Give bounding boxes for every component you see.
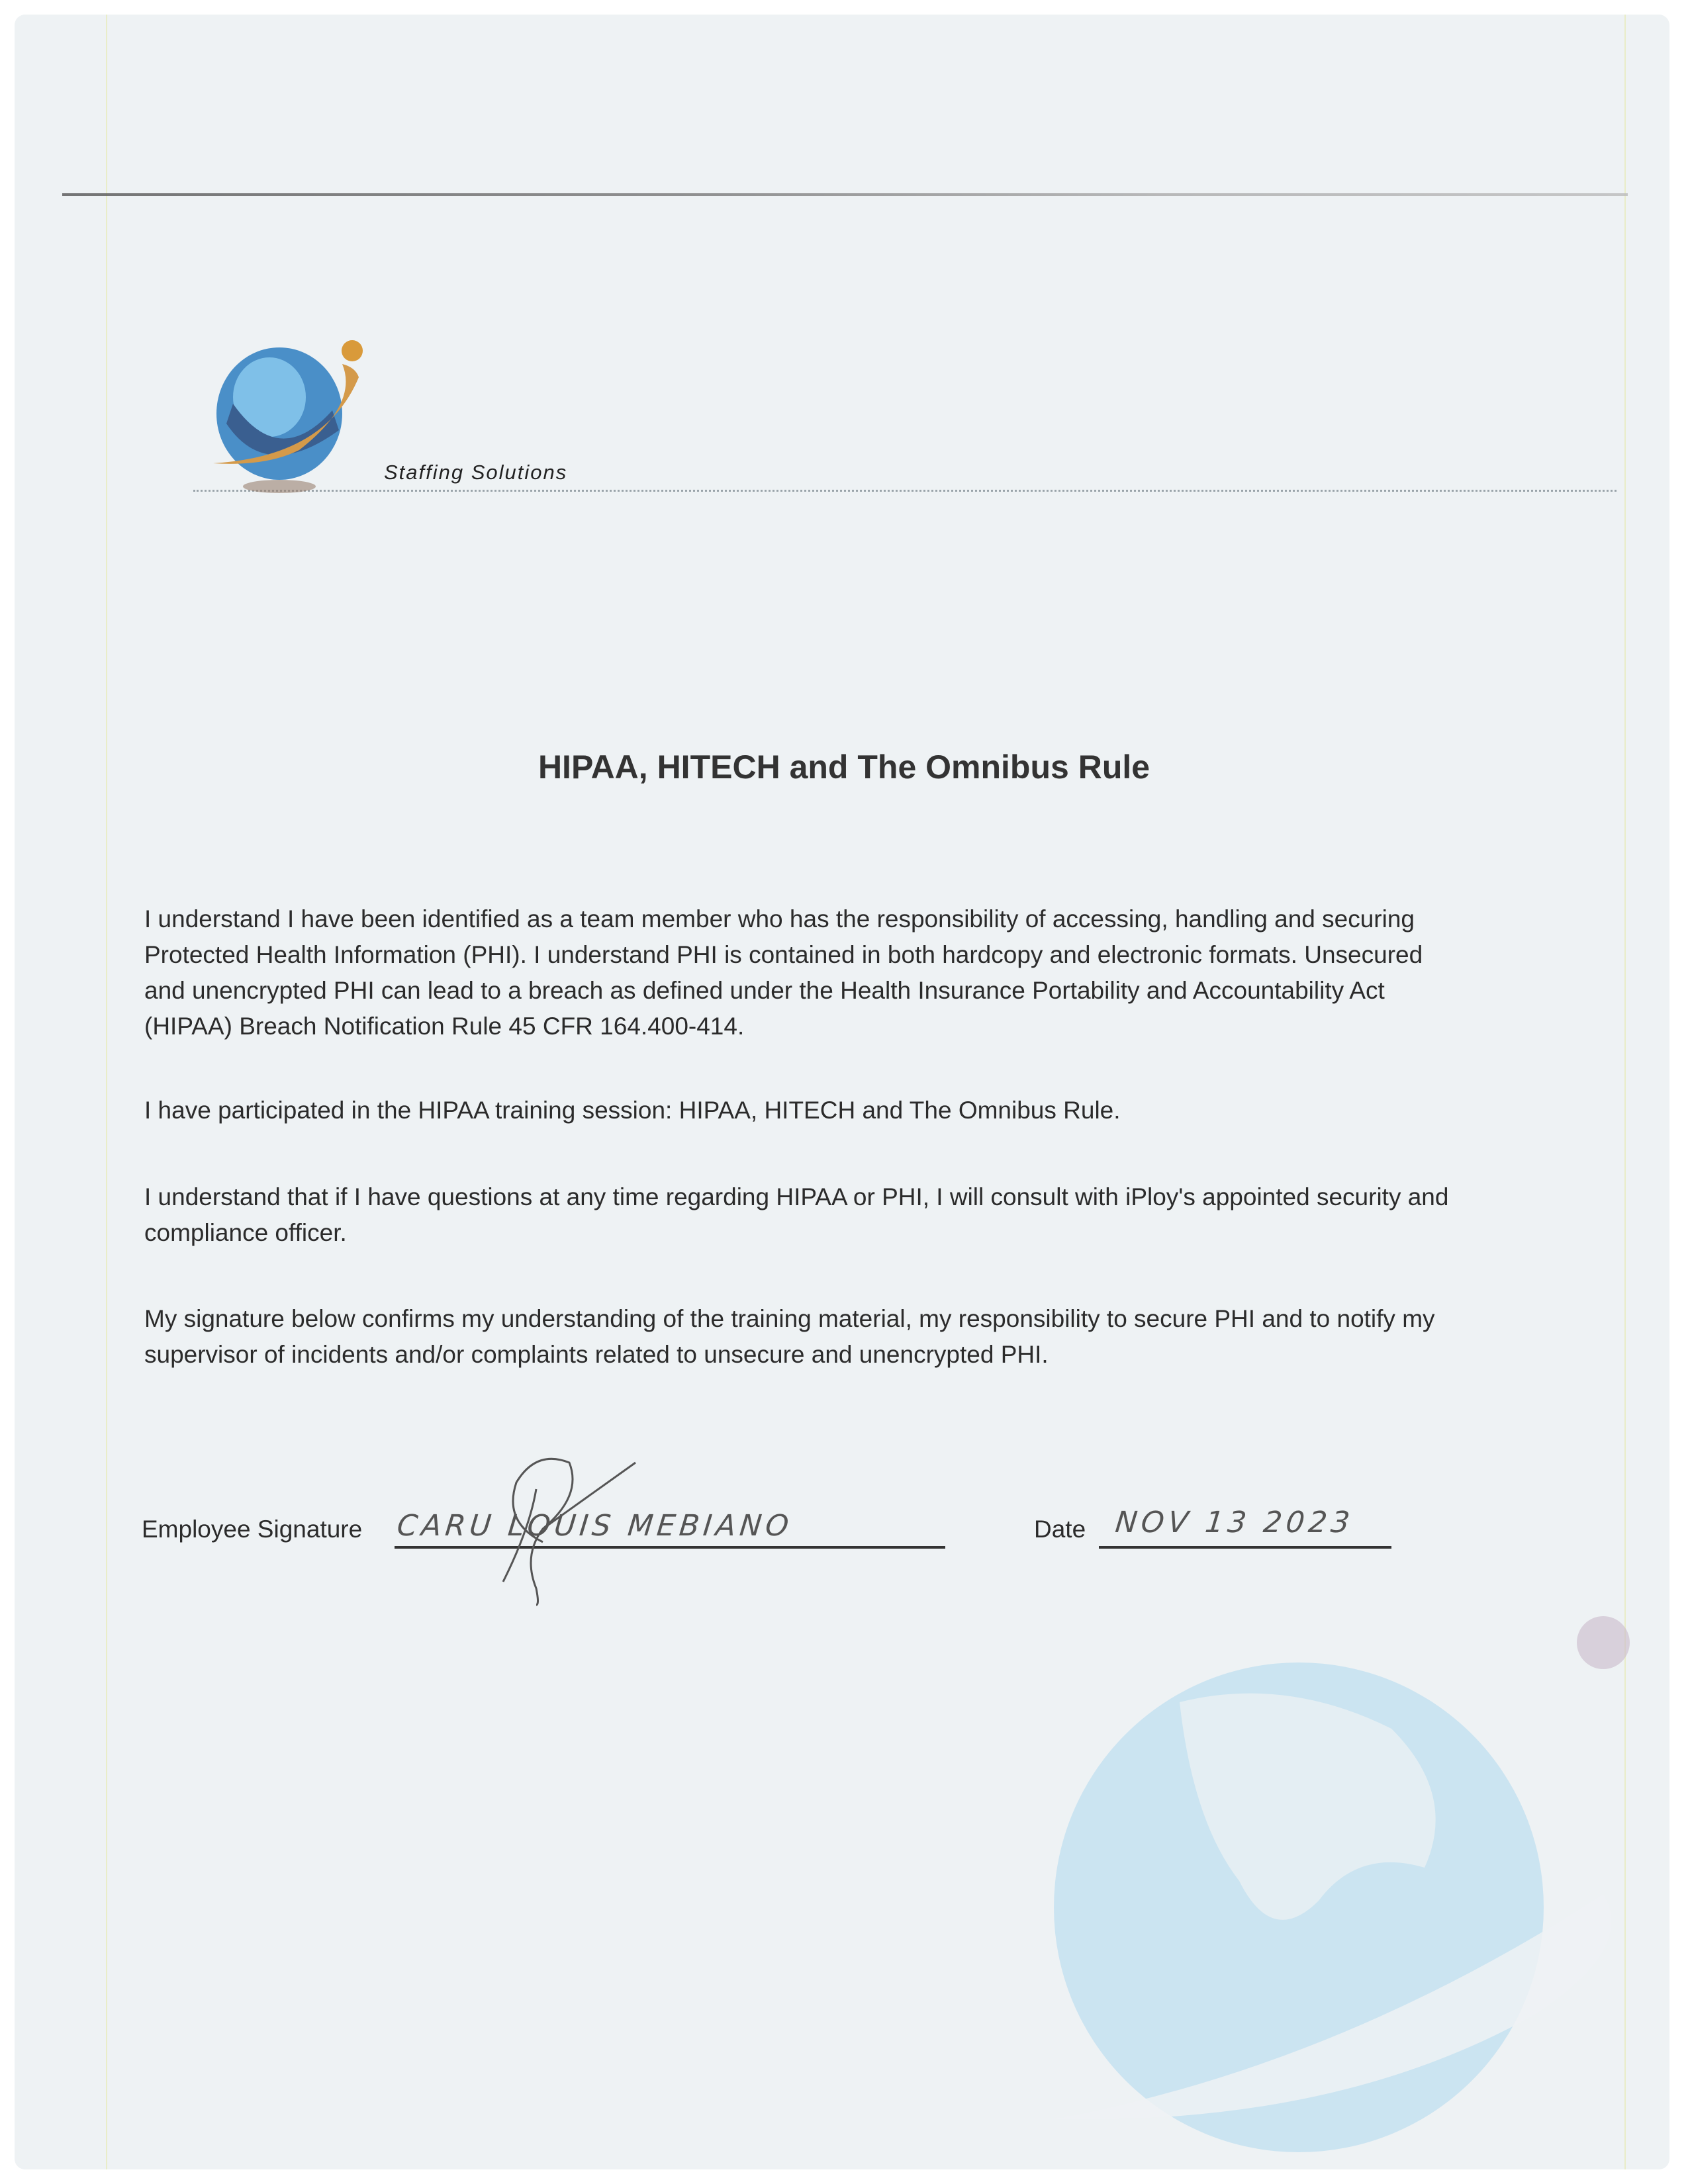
text-line: I understand that if I have questions at any time regarding HIPAA or PHI, I will consult with iPloy's appointed security and [144, 1183, 1449, 1210]
text-line: supervisor of incidents and/or complaints related to unsecure and unencrypted PHI. [144, 1341, 1049, 1368]
text-line: I have participated in the HIPAA training session: HIPAA, HITECH and The Omnibus Rule. [144, 1097, 1121, 1124]
scan-line-top [62, 193, 1628, 196]
signature-label: Employee Signature [142, 1516, 363, 1543]
text-line: My signature below confirms my understanding of the training material, my responsibility to secure PHI and to notify my [144, 1305, 1435, 1332]
document-page [15, 15, 1669, 2169]
text-line: I understand I have been identified as a team member who has the responsibility of accessing, handling and securing [144, 905, 1415, 933]
paragraph-questions [144, 1179, 1448, 1251]
handwritten-name: CARU LOUIS MEBIANO [395, 1509, 794, 1543]
document-title: HIPAA, HITECH and The Omnibus Rule [538, 749, 1150, 786]
logo-tagline: Staffing Solutions [384, 461, 568, 484]
handwritten-date: NOV 13 2023 [1113, 1506, 1356, 1539]
signature-scribble-icon [463, 1449, 649, 1608]
text-line: (HIPAA) Breach Notification Rule 45 CFR 164.400-414. [144, 1013, 745, 1040]
margin-line-left [106, 15, 107, 2169]
text-line: compliance officer. [144, 1219, 347, 1246]
text-line: and unencrypted PHI can lead to a breach as defined under the Health Insurance Portability and Accountability Act [144, 977, 1385, 1004]
text-line: Protected Health Information (PHI). I understand PHI is contained in both hardcopy and electronic formats. Unsecured [144, 941, 1423, 968]
iploy-logo [207, 324, 670, 496]
date-line [1099, 1546, 1391, 1549]
paragraph-phi-responsibility [144, 901, 1423, 1044]
paragraph-training [144, 1093, 1121, 1128]
globe-logo-icon [207, 324, 372, 496]
globe-watermark-icon [941, 1603, 1669, 2159]
date-label: Date [1034, 1516, 1086, 1543]
paragraph-signature-confirmation [144, 1301, 1435, 1373]
